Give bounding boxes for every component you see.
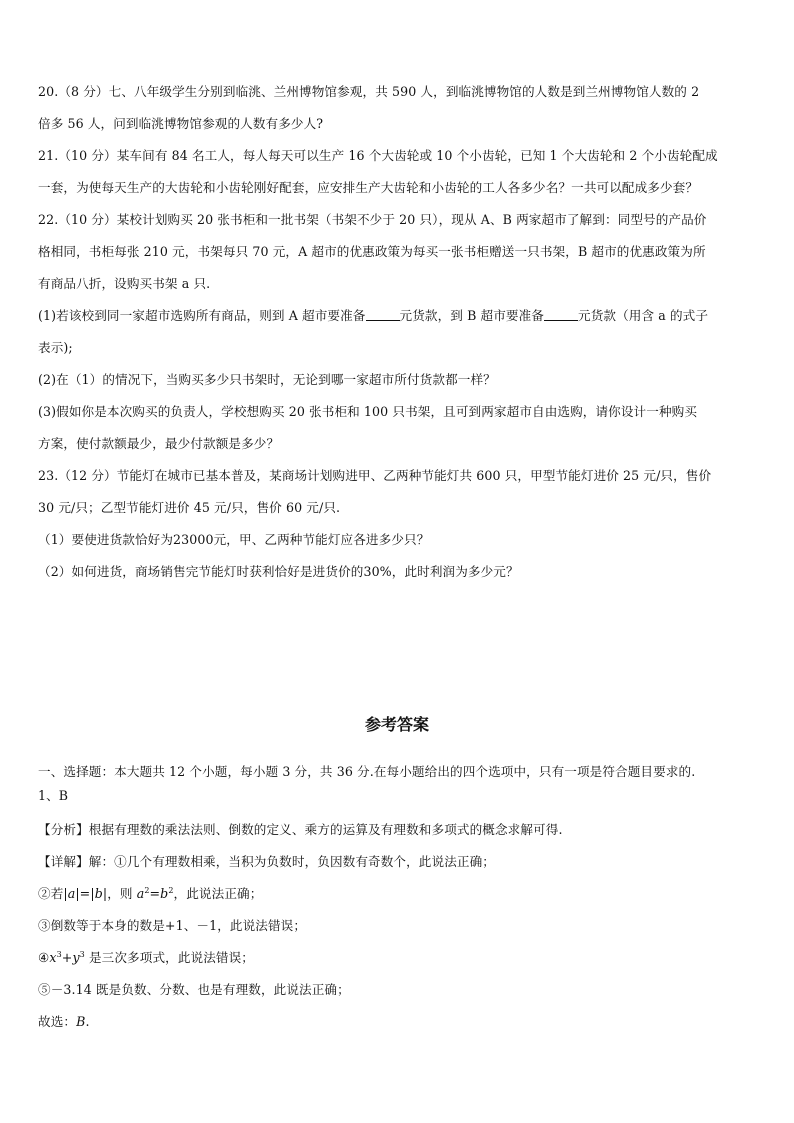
q22-part2: (2)在（1）的情况下，当购买多少只书架时，无论到哪一家超市所付货款都一样？	[38, 372, 496, 387]
q22-line2: 格相同，书柜每张 210 元，书架每只 70 元，A 超市的优惠政策为每买一张书柜赠送一只书架，B 超市的优惠政策为所	[38, 244, 706, 259]
answer-item-4	[38, 950, 763, 966]
q22-part1-text-c: 元货款（用含 a 的式子	[578, 308, 709, 323]
item2-e: |，则	[102, 886, 137, 901]
q22-part3-line1: (3)假如你是本次购买的负责人，学校想购买 20 张书柜和 100 只书架，且可到两家超市自由选购，请你设计一种购买	[38, 404, 698, 419]
answer-detail: 【详解】解：①几个有理数相乘，当积为负数时，负因数有奇数个，此说法正确；	[38, 854, 495, 869]
answers-section1: 一、选择题：本大题共 12 个小题，每小题 3 分，共 36 分.在每小题给出的四个选项中，只有一项是符合题目要求的.	[38, 764, 696, 779]
q20-line2: 倍多 56 人，问到临洮博物馆参观的人数有多少人?	[38, 116, 324, 131]
answer-blank-b	[544, 309, 578, 321]
q22-part3-line2: 方案，使付款额最少，最少付款额是多少？	[38, 436, 280, 451]
q22-part1-cont: 表示);	[38, 340, 73, 355]
answer-item-2	[38, 886, 763, 902]
item4-exp1: 3	[56, 949, 62, 959]
item2-k: ，此说法正确；	[173, 886, 263, 901]
q22-line3: 有商品八折，设购买书架 a 只.	[38, 276, 211, 291]
item4-exp2: 3	[79, 949, 85, 959]
item4-plus: +	[61, 950, 73, 965]
q23-line2: 30 元/只；乙型节能灯进价 45 元/只，售价 60 元/只.	[38, 500, 341, 515]
answer-blank-a	[366, 309, 400, 321]
answers-heading: 参考答案	[364, 715, 429, 734]
item4-a: ④	[38, 950, 50, 965]
item4-var-x: x	[49, 950, 57, 965]
q22-part1-text-a: (1)若该校到同一家超市选购所有商品，则到 A 超市要准备	[38, 308, 366, 323]
item2-var-a2: a	[136, 886, 145, 901]
item4-g: 是三次多项式，此说法错误；	[84, 950, 254, 965]
q22-line1: 22.（10 分）某校计划购买 20 张书柜和一批书架（书架不少于 20 只），现从 A、B 两家超市了解到：同型号的产品价	[38, 212, 707, 227]
item2-var-a: a	[67, 886, 76, 901]
answer-analysis: 【分析】根据有理数的乘法法则、倒数的定义、乘方的运算及有理数和多项式的概念求解可得.	[38, 822, 563, 837]
q23-part1: （1）要使进货款恰好为23000元，甲、乙两种节能灯应各进多少只？	[38, 532, 430, 547]
q23-line1: 23.（12 分）节能灯在城市已基本普及，某商场计划购进甲、乙两种节能灯共 600 只，甲型节能灯进价 25 元/只，售价	[38, 468, 712, 483]
answer-conclusion	[38, 1014, 763, 1030]
item2-var-b2: b	[160, 886, 169, 901]
answer-item-3: ③倒数等于本身的数是+1、－1，此说法错误；	[38, 918, 307, 933]
conclusion-a: 故选：	[38, 1014, 77, 1029]
q21-line2: 一套，为使每天生产的大齿轮和小齿轮刚好配套，应安排生产大齿轮和小齿轮的工人各多少名？一共可以配成多少套？	[38, 180, 699, 195]
q20-line1: 20.（8 分）七、八年级学生分别到临洮、兰州博物馆参观，共 590 人，到临洮博物馆的人数是到兰州博物馆人数的 2	[38, 84, 700, 99]
item2-eq: =	[149, 886, 161, 901]
conclusion-c: .	[85, 1014, 90, 1029]
q22-part1	[38, 308, 763, 324]
q22-part1-text-b: 元货款，到 B 超市要准备	[399, 308, 544, 323]
q21-line1: 21.（10 分）某车间有 84 名工人，每人每天可以生产 16 个大齿轮或 10 个小齿轮，已知 1 个大齿轮和 2 个小齿轮配成	[38, 148, 718, 163]
conclusion-choice: B	[76, 1014, 86, 1029]
item2-exp2: 2	[168, 885, 174, 895]
q23-part2: （2）如何进货，商场销售完节能灯时获利恰好是进货价的30%，此时利润为多少元？	[38, 564, 519, 579]
item4-var-y: y	[72, 950, 80, 965]
item2-exp1: 2	[144, 885, 150, 895]
answer-item-5: ⑤－3.14 既是负数、分数、也是有理数，此说法正确；	[38, 982, 350, 997]
answer-1: 1、B	[38, 788, 69, 803]
item2-a: ②若|	[38, 886, 68, 901]
item2-var-b: b	[94, 886, 103, 901]
item2-c: |=|	[75, 886, 95, 901]
